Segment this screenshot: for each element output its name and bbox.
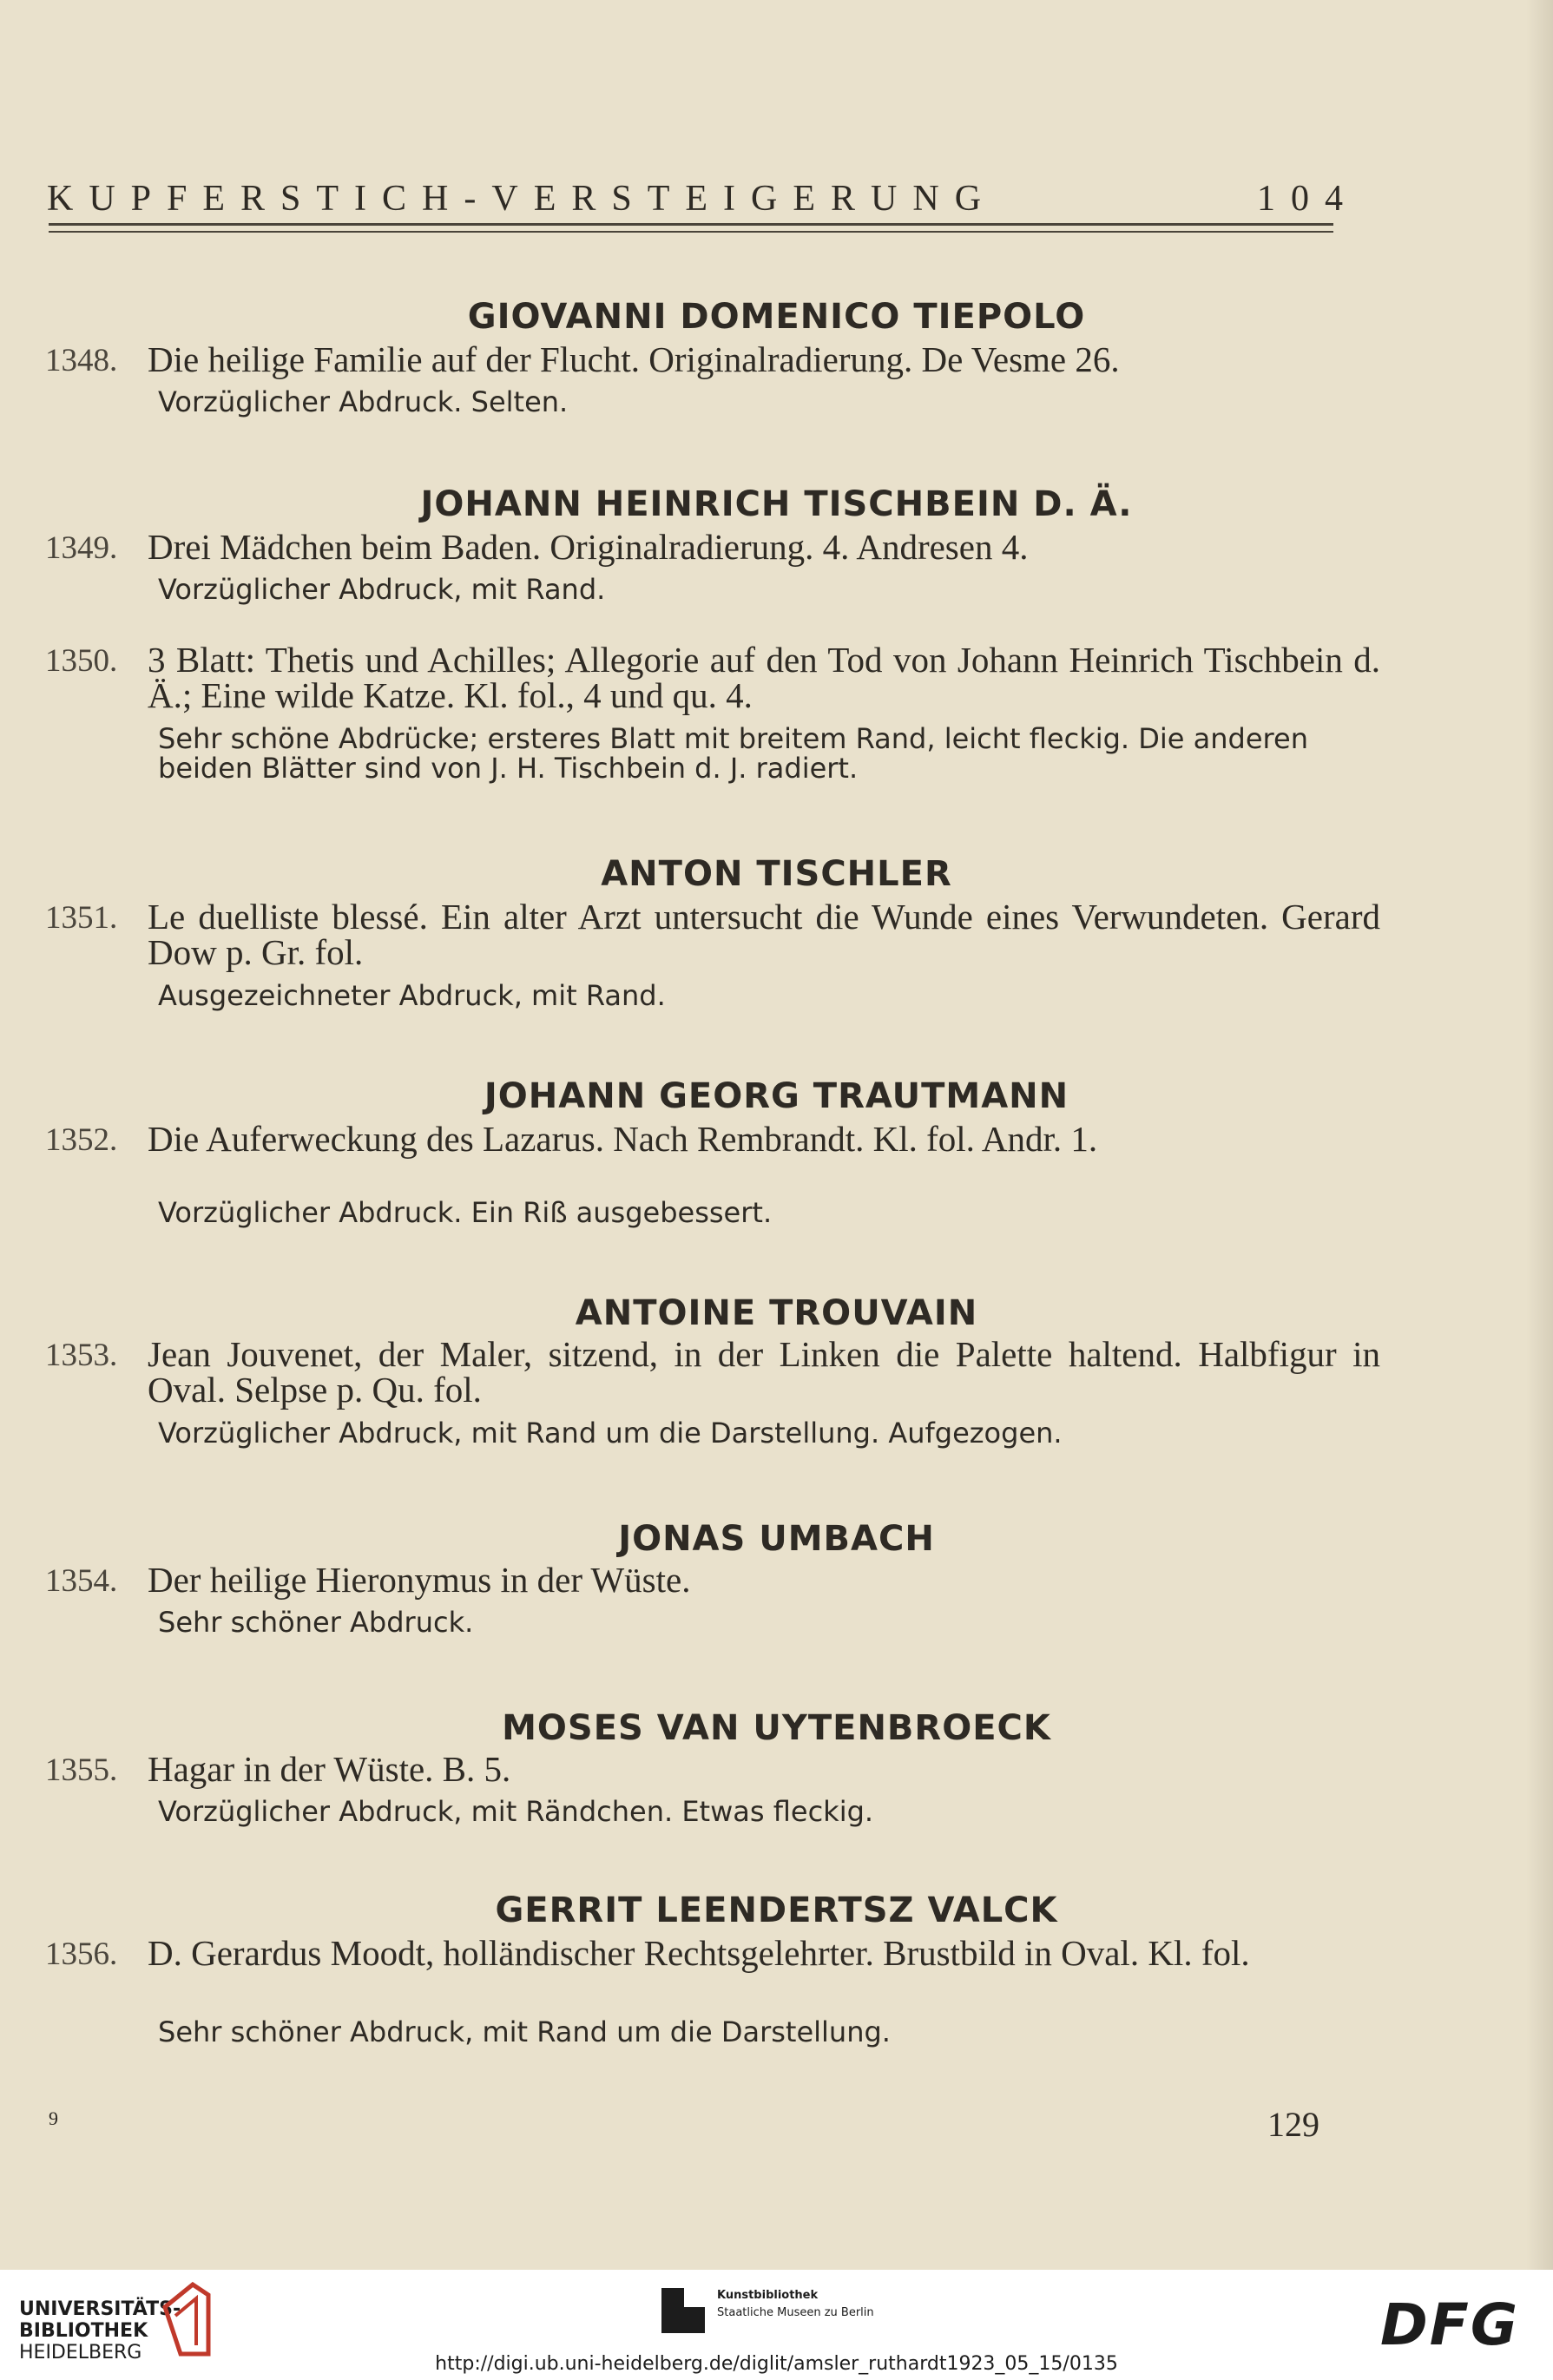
artist-heading: ANTOINE TROUVAIN <box>575 1293 978 1333</box>
lot-note: Sehr schöne Abdrücke; ersteres Blatt mit breitem Rand, leicht fleckig. Die anderen beiden Blätter sind von J. H. Tischbein d. J. radiert. <box>158 722 1308 785</box>
lot-number: 1351. <box>45 900 118 936</box>
header-title: KUPFERSTICH-VERSTEIGERUNG <box>47 179 997 219</box>
logo-line: HEIDELBERG <box>19 2342 142 2364</box>
header-rule-bottom <box>49 231 1333 233</box>
permalink-url[interactable]: http://digi.ub.uni-heidelberg.de/diglit/amsler_ruthardt1923_05_15/0135 <box>435 2353 1118 2375</box>
header-rule-top <box>49 223 1333 226</box>
running-header <box>47 178 1359 230</box>
lot-number: 1353. <box>45 1338 118 1373</box>
page-number: 129 <box>1267 2105 1319 2144</box>
lot-description: Die Auferweckung des Lazarus. Nach Rembrandt. Kl. fol. Andr. 1. <box>148 1119 1098 1159</box>
lot-description: 3 Blatt: Thetis und Achilles; Allegorie auf den Tod von Johann Heinrich Tischbein d. Ä.; Eine wilde Katze. Kl. fol., 4 und qu. 4. <box>148 640 1380 715</box>
lot-number: 1352. <box>45 1122 118 1158</box>
lot-description: Le duelliste blessé. Ein alter Arzt untersucht die Wunde eines Verwundeten. Gerard Dow p. Gr. fol. <box>148 897 1380 972</box>
artist-heading: JONAS UMBACH <box>618 1519 935 1559</box>
signature-mark: 9 <box>49 2107 58 2129</box>
kunstbibliothek-logo[interactable] <box>717 2287 874 2322</box>
artist-heading: JOHANN HEINRICH TISCHBEIN D. Ä. <box>420 484 1133 524</box>
kb-name: Kunstbibliothek <box>717 2289 819 2302</box>
artist-heading: JOHANN GEORG TRAUTMANN <box>484 1076 1069 1116</box>
lot-number: 1348. <box>45 343 118 378</box>
artist-heading: ANTON TISCHLER <box>601 854 952 894</box>
lot-number: 1354. <box>45 1563 118 1599</box>
lot-note: Vorzüglicher Abdruck, mit Rändchen. Etwas fleckig. <box>158 1795 874 1828</box>
lot-description: Drei Mädchen beim Baden. Originalradierung. 4. Andresen 4. <box>148 527 1029 567</box>
lot-number: 1349. <box>45 530 118 566</box>
lot-note: Vorzüglicher Abdruck, mit Rand. <box>158 573 606 606</box>
lot-note: Sehr schöner Abdruck. <box>158 1606 474 1639</box>
artist-heading: MOSES VAN UYTENBROECK <box>502 1708 1051 1748</box>
header-number: 104 <box>1257 179 1359 219</box>
logo-line: UNIVERSITÄTS- <box>19 2298 181 2320</box>
lot-description: D. Gerardus Moodt, holländischer Rechtsgelehrter. Brustbild in Oval. Kl. fol. <box>148 1933 1250 1973</box>
lot-description: Hagar in der Wüste. B. 5. <box>148 1749 511 1789</box>
kunstbibliothek-icon <box>661 2288 705 2333</box>
lot-note: Vorzüglicher Abdruck. Selten. <box>158 385 569 418</box>
lot-number: 1356. <box>45 1936 118 1972</box>
lot-note: Sehr schöner Abdruck, mit Rand um die Darstellung. <box>158 2015 891 2048</box>
lot-note: Vorzüglicher Abdruck. Ein Riß ausgebessert. <box>158 1196 773 1229</box>
lot-note: Vorzüglicher Abdruck, mit Rand um die Darstellung. Aufgezogen. <box>158 1417 1063 1450</box>
lot-note: Ausgezeichneter Abdruck, mit Rand. <box>158 979 666 1012</box>
artist-heading: GERRIT LEENDERTSZ VALCK <box>495 1890 1058 1930</box>
lot-number: 1355. <box>45 1752 118 1788</box>
lot-description: Die heilige Familie auf der Flucht. Originalradierung. De Vesme 26. <box>148 339 1120 379</box>
dfg-logo[interactable]: DFG <box>1380 2291 1520 2358</box>
lot-description: Der heilige Hieronymus in der Wüste. <box>148 1560 691 1600</box>
lot-number: 1350. <box>45 643 118 679</box>
kb-subtitle: Staatliche Museen zu Berlin <box>717 2306 874 2319</box>
artist-heading: GIOVANNI DOMENICO TIEPOLO <box>467 297 1086 337</box>
library-mark-icon <box>158 2281 215 2361</box>
logo-line: BIBLIOTHEK <box>19 2320 148 2342</box>
lot-description: Jean Jouvenet, der Maler, sitzend, in der Linken die Palette haltend. Halbfigur in Oval. Selpse p. Qu. fol. <box>148 1334 1380 1410</box>
